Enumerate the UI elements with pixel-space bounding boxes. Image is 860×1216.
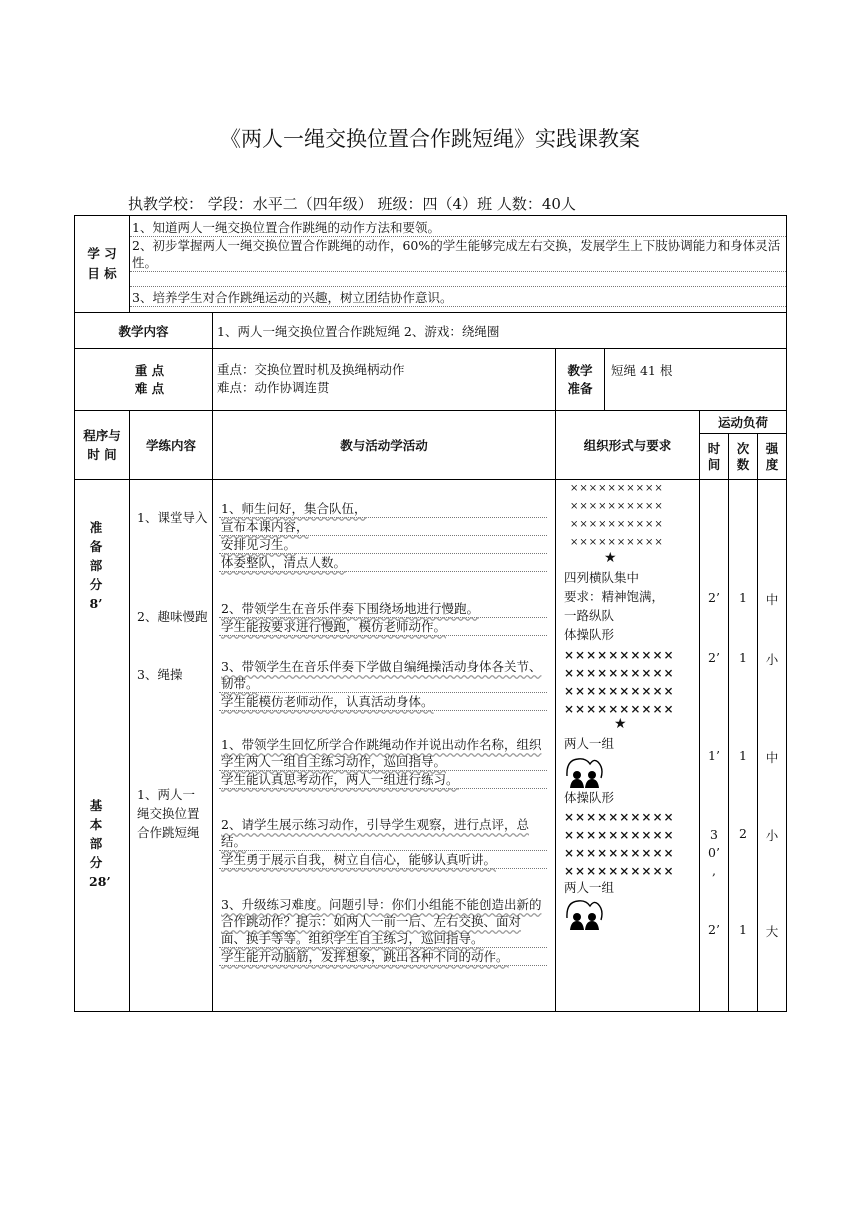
load-header: 运动负荷	[700, 411, 787, 434]
keypoints-text	[213, 349, 556, 411]
practice-item: 1、课堂导入	[137, 510, 208, 525]
intensity-cell	[758, 480, 787, 1012]
formation-grid-3: ×××××××××× ×××××××××× ×××××××××× ××××××××××	[564, 810, 675, 878]
activity-block-4: 1、带领学生回忆所学合作跳绳动作并说出动作名称，组织学生两人一组自主练习动作，巡回指导。 学生能认真思考动作，两人一组进行练习。	[219, 736, 547, 789]
count-value: 1	[739, 650, 747, 665]
intensity-header: 强 度	[758, 434, 787, 480]
formation-grid-2: ×××××××××× ×××××××××× ×××××××××× ××××××××××	[564, 648, 675, 716]
time-value: 3 0’ ,	[708, 827, 720, 878]
pair-people-icon	[564, 898, 604, 935]
time-value: 2’	[708, 650, 720, 665]
activity-block-5: 2、请学生展示练习动作，引导学生观察，进行点评，总结。 学生勇于展示自我，树立自信心，能够认真听讲。	[219, 816, 547, 869]
content-label: 教学内容	[75, 313, 213, 349]
count-cell	[729, 480, 758, 1012]
count-value: 1	[739, 590, 747, 605]
time-value: 2’	[708, 922, 720, 937]
practice-cell	[130, 480, 213, 1012]
basic-section-label: 基 本 部 分 28’	[89, 798, 111, 889]
practice-header: 学练内容	[130, 411, 213, 480]
count-value: 1	[739, 922, 747, 937]
activity-block-3: 3、带领学生在音乐伴奏下学做自编绳操活动身体各关节、韧带。 学生能模仿老师动作，认真活动身体。	[219, 658, 547, 711]
activity-block-1: 1、师生问好，集合队伍， 宣布本课内容， 安排见习生。 体委整队，清点人数。	[219, 500, 547, 572]
content-text: 1、两人一绳交换位置合作跳短绳 2、游戏：绕绳圈	[213, 313, 787, 349]
practice-item: 3、绳操	[137, 667, 183, 682]
page-title: 《两人一绳交换位置合作跳短绳》实践课教案	[220, 127, 640, 151]
prep-section-label: 准 备 部 分 8’	[89, 520, 103, 611]
lesson-plan-table	[74, 215, 787, 1012]
intensity-value: 中	[765, 592, 779, 607]
time-header: 时 间	[700, 434, 729, 480]
activity-cell	[213, 480, 556, 1012]
program-header: 程序与 时 间	[75, 411, 130, 480]
activity-header: 教与活动学活动	[213, 411, 556, 480]
teacher-star-icon: ★	[614, 716, 627, 732]
count-value: 2	[739, 826, 747, 841]
teacher-star-icon: ★	[604, 550, 617, 566]
prep-text: 短绳 41 根	[605, 349, 787, 411]
goals-label: 学 习 目 标	[75, 216, 130, 313]
intensity-value: 小	[765, 652, 779, 667]
formation-text-1: 四列横队集中 要求：精神饱满， 一路纵队 体操队形	[564, 570, 665, 642]
intensity-value: 大	[765, 924, 779, 939]
organization-cell	[556, 480, 700, 1012]
sections-cell	[75, 480, 130, 1012]
intensity-value: 中	[765, 750, 779, 765]
practice-item: 2、趣味慢跑	[137, 609, 208, 624]
pair-label-2: 两人一组	[564, 880, 615, 895]
pair-label-1: 两人一组	[564, 736, 615, 751]
time-value: 2’	[708, 590, 720, 605]
prep-label: 教学 准备	[556, 349, 605, 411]
time-value: 1’	[708, 748, 720, 763]
count-value: 1	[739, 748, 747, 763]
practice-item: 1、两人一绳交换位置合作跳短绳	[137, 787, 200, 840]
gym-formation-label-2: 体操队形	[564, 790, 615, 805]
difficulty-point: 难点：动作协调连贯	[217, 380, 330, 395]
time-cell	[700, 480, 729, 1012]
organization-header: 组织形式与要求	[556, 411, 700, 480]
goal-item: 2、初步掌握两人一绳交换位置合作跳绳的动作，60%的学生能够完成左右交换，发展学生上下肢协调能力和身体灵活性。	[130, 237, 786, 272]
formation-grid-1: ×××××××××× ×××××××××× ×××××××××× ××××××××××	[570, 483, 664, 548]
keypoints-label: 重 点 难 点	[75, 349, 213, 411]
key-point: 重点：交换位置时机及换绳柄动作	[217, 362, 405, 377]
activity-block-2: 2、带领学生在音乐伴奏下围绕场地进行慢跑。 学生能按要求进行慢跑，模仿老师动作。	[219, 600, 547, 636]
goals-cell	[130, 216, 787, 313]
count-header: 次 数	[729, 434, 758, 480]
class-info-line: 执教学校： 学段：水平二（四年级） 班级：四（4）班 人数：40人	[128, 195, 576, 213]
goal-item: 1、知道两人一绳交换位置合作跳绳的动作方法和要领。	[130, 219, 786, 237]
goal-item: 3、培养学生对合作跳绳运动的兴趣，树立团结协作意识。	[130, 289, 786, 307]
intensity-value: 小	[765, 828, 779, 843]
activity-block-6: 3、升级练习难度。问题引导：你们小组能不能创造出新的合作跳动作？提示：如两人一前一后、左右交换、面对面、换手等等。组织学生自主练习，巡回指导。 学生能开动脑筋，发挥想象，跳出各种不同的动作。	[219, 896, 547, 966]
